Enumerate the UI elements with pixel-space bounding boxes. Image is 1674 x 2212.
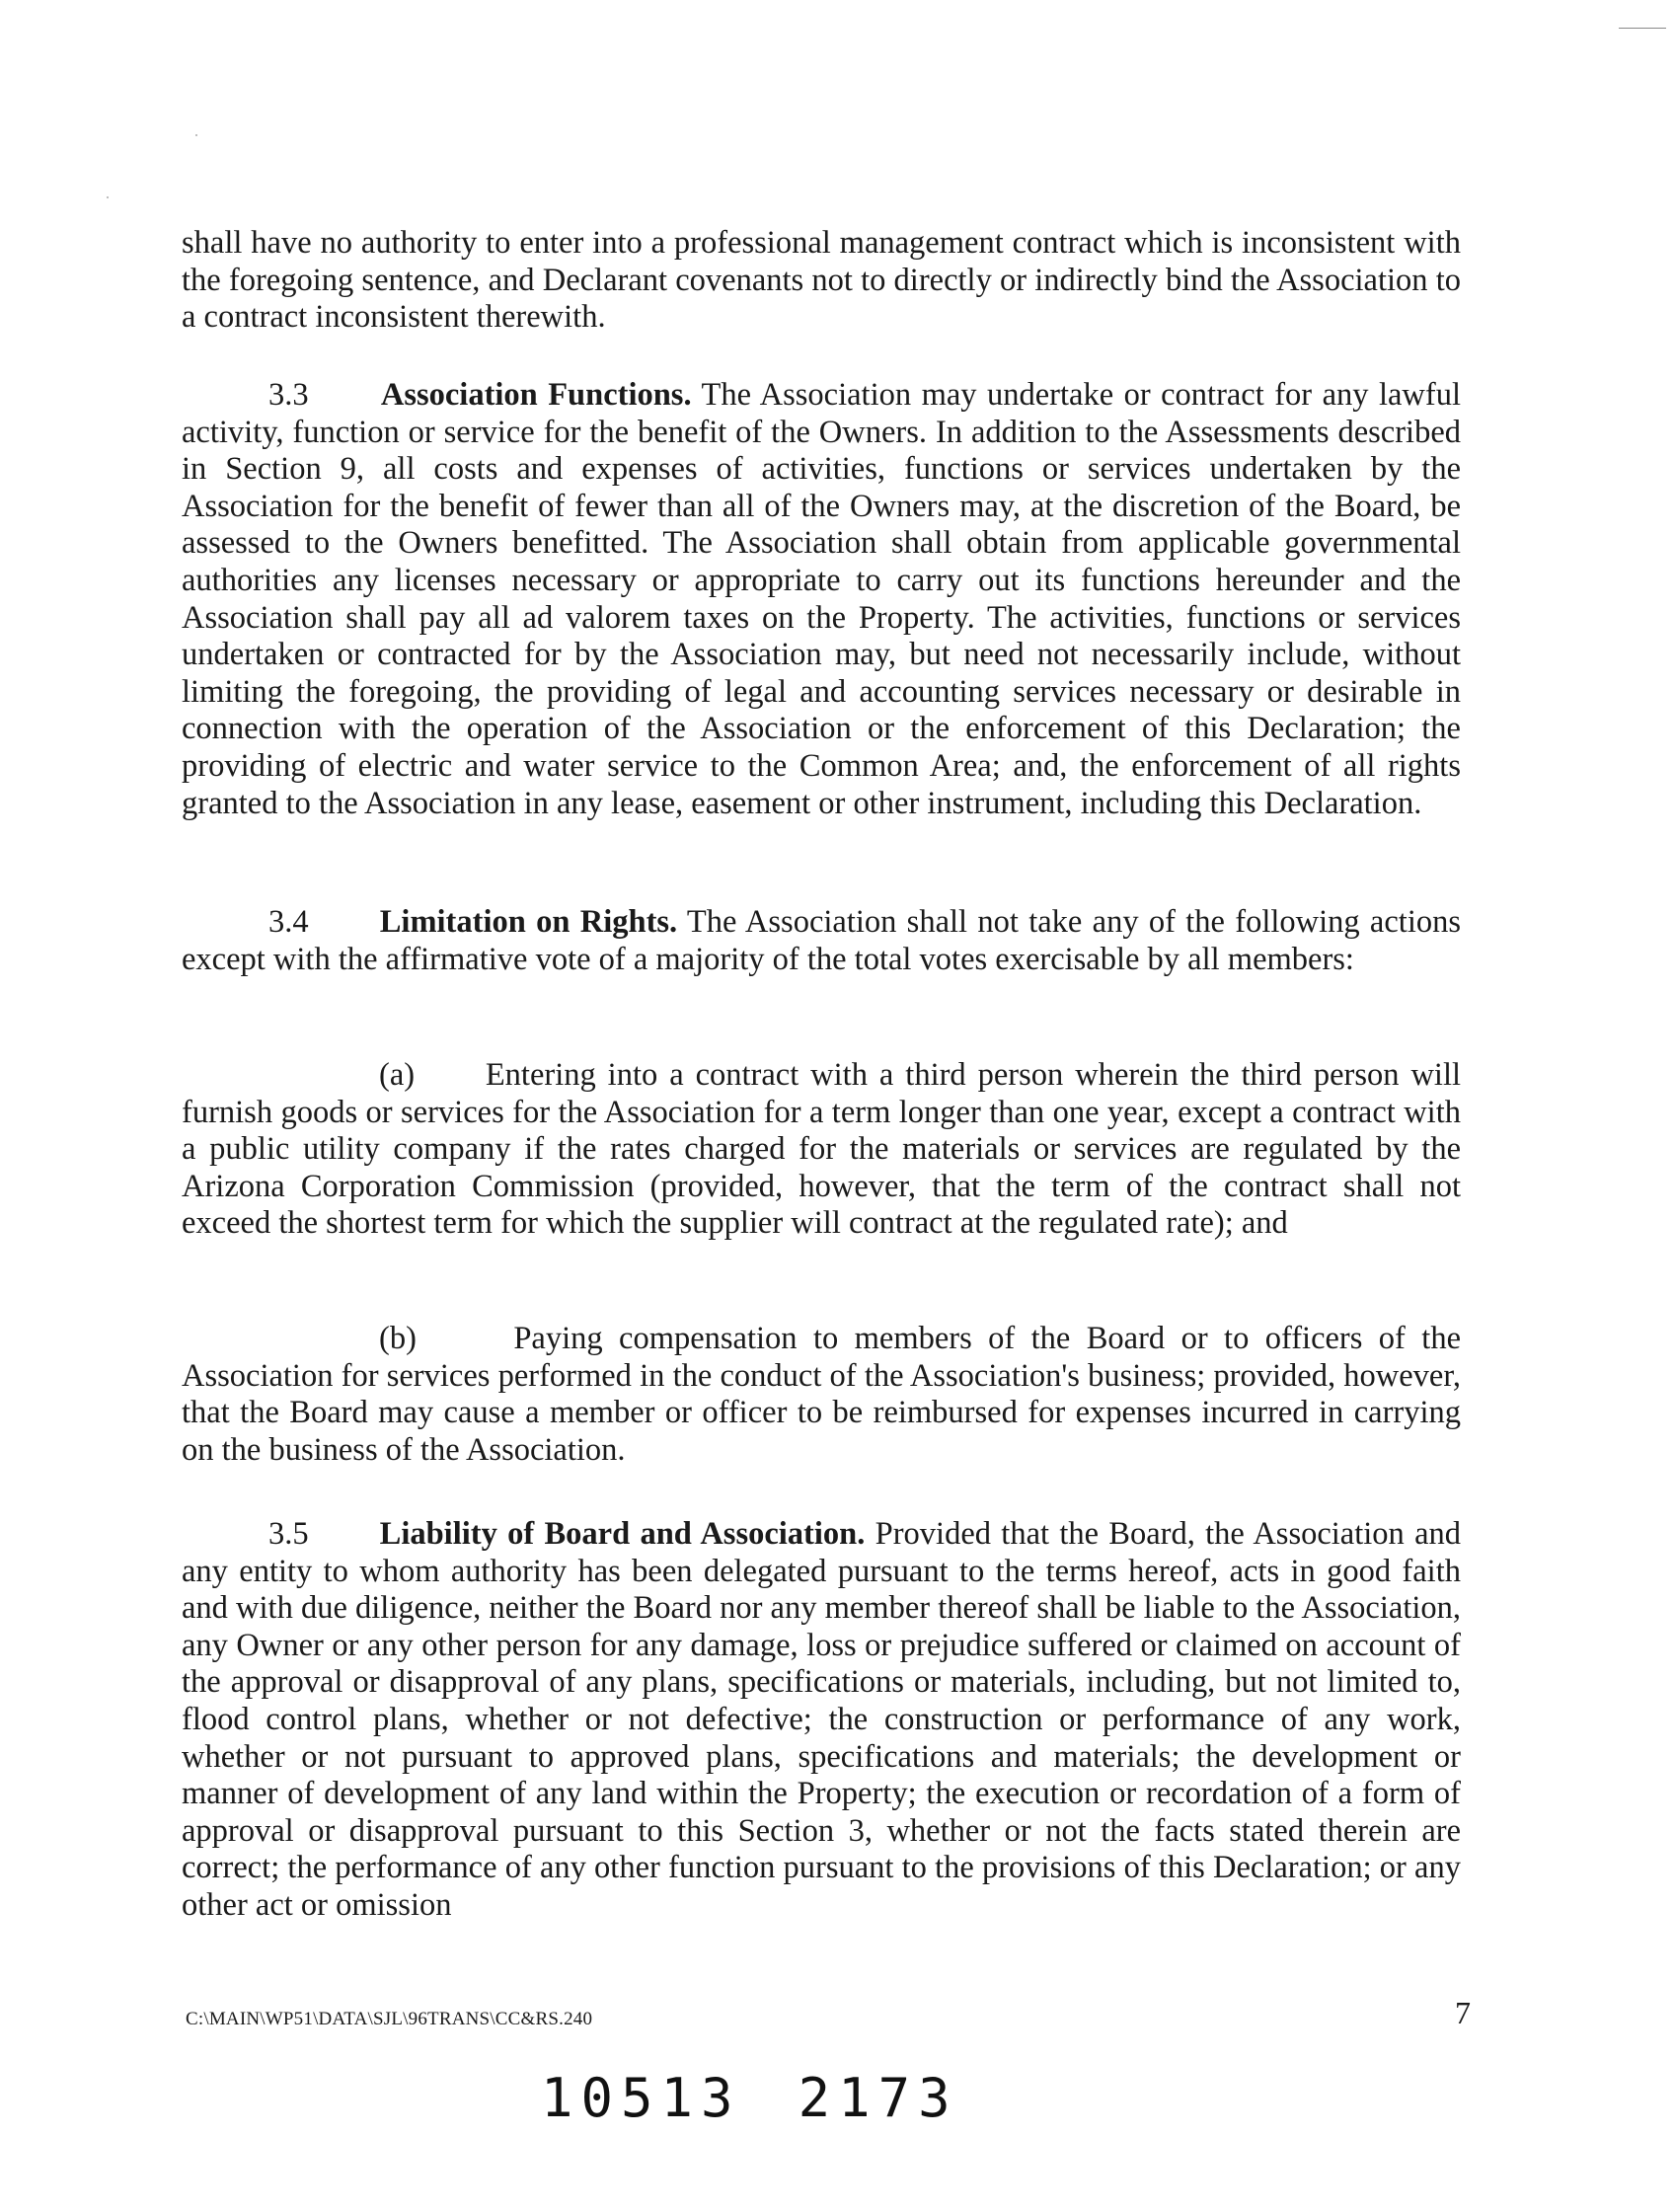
subsection-text: Entering into a contract with a third person wherein the third person will furnish goods or services for the Association for a term longer than one year, except a contract with a public utility company if the rates charged for the materials or services are regulated by the Arizona Corporation Commission (provided, however, that the term of the contract shall not exceed the shortest term for which the supplier will contract at the regulated rate); and: [182, 1057, 1462, 1242]
scan-speck: [195, 134, 197, 136]
subsection-label: (a): [379, 1057, 416, 1093]
section-heading: Limitation on Rights.: [379, 904, 678, 940]
page-number: 7: [1455, 1995, 1471, 2030]
section-number: 3.3: [268, 377, 309, 413]
section-text: The Association may undertake or contract for any lawful activity, function or service for the benefit of the Owners. In addition to the Assessments described in Section 9, all costs and expenses of activities, functions or services undertaken by the Association for the benefit of fewer than all of the Owners may, at the discretion of the Board, be assessed to the Owners benefitted. The Association shall obtain from applicable governmental authorities any licenses necessary or appropriate to carry out its functions hereunder and the Association shall pay all ad valorem taxes on the Property. The activities, functions or services undertaken or contracted for by the Association may, but need not necessarily include, without limiting the foregoing, the providing of legal and accounting services necessary or desirable in connection with the operation of the Association or the enforcement of this Declaration; the providing of electric and water service to the Common Area; and, the enforcement of all rights granted to the Association in any lease, easement or other instrument, including this Declaration.: [182, 377, 1461, 821]
section-number: 3.4: [268, 904, 309, 940]
subsection-text: Paying compensation to members of the Board or to officers of the Association for services performed in the conduct of the Association's business; provided, however, that the Board may cause a member or officer to be reimbursed for expenses incurred in carrying on the business of the Association.: [182, 1321, 1461, 1468]
section-3-4: [182, 904, 1461, 978]
scan-speck: [107, 196, 109, 198]
section-text: The Association shall not take any of the following actions except with the affirmative vote of a majority of the total votes exercisable by all members:: [182, 904, 1461, 977]
section-heading: Association Functions.: [380, 377, 692, 413]
footer-file-path: C:\MAIN\WP51\DATA\SJL\96TRANS\CC&RS.240: [186, 2009, 593, 2029]
section-heading: Liability of Board and Association.: [379, 1516, 866, 1552]
subsection-3-4-a: [182, 1057, 1461, 1243]
recording-stamp: [541, 2067, 958, 2129]
section-number: 3.5: [268, 1516, 309, 1552]
subsection-label: (b): [379, 1321, 417, 1356]
section-text: Provided that the Board, the Association and any entity to whom authority has been delegated pursuant to the terms hereof, acts in good faith and with due diligence, neither the Board nor any member thereof shall be liable to the Association, any Owner or any other person for any damage, loss or prejudice suffered or claimed on account of the approval or disapproval of any plans, specifications or materials, including, but not limited to, flood control plans, whether or not defective; the construction or performance of any work, whether or not pursuant to approved plans, specifications and materials; the development or manner of development of any land within the Property; the execution or recordation of a form of approval or disapproval pursuant to this Section 3, whether or not the facts stated therein are correct; the performance of any other function pursuant to the provisions of this Declaration; or any other act or omission: [182, 1516, 1462, 1923]
section-3-3: [182, 377, 1461, 822]
paragraph-continuation: shall have no authority to enter into a professional management contract which is inconsistent with the foregoing sentence, and Declarant covenants not to directly or indirectly bind the Association to a contract inconsistent therewith.: [182, 225, 1461, 336]
section-3-5: [182, 1516, 1461, 1925]
scan-edge-mark: [1619, 28, 1666, 29]
recording-page-number: 2173: [798, 2067, 958, 2129]
subsection-3-4-b: [182, 1321, 1461, 1469]
recording-book-number: 10513: [541, 2067, 741, 2129]
